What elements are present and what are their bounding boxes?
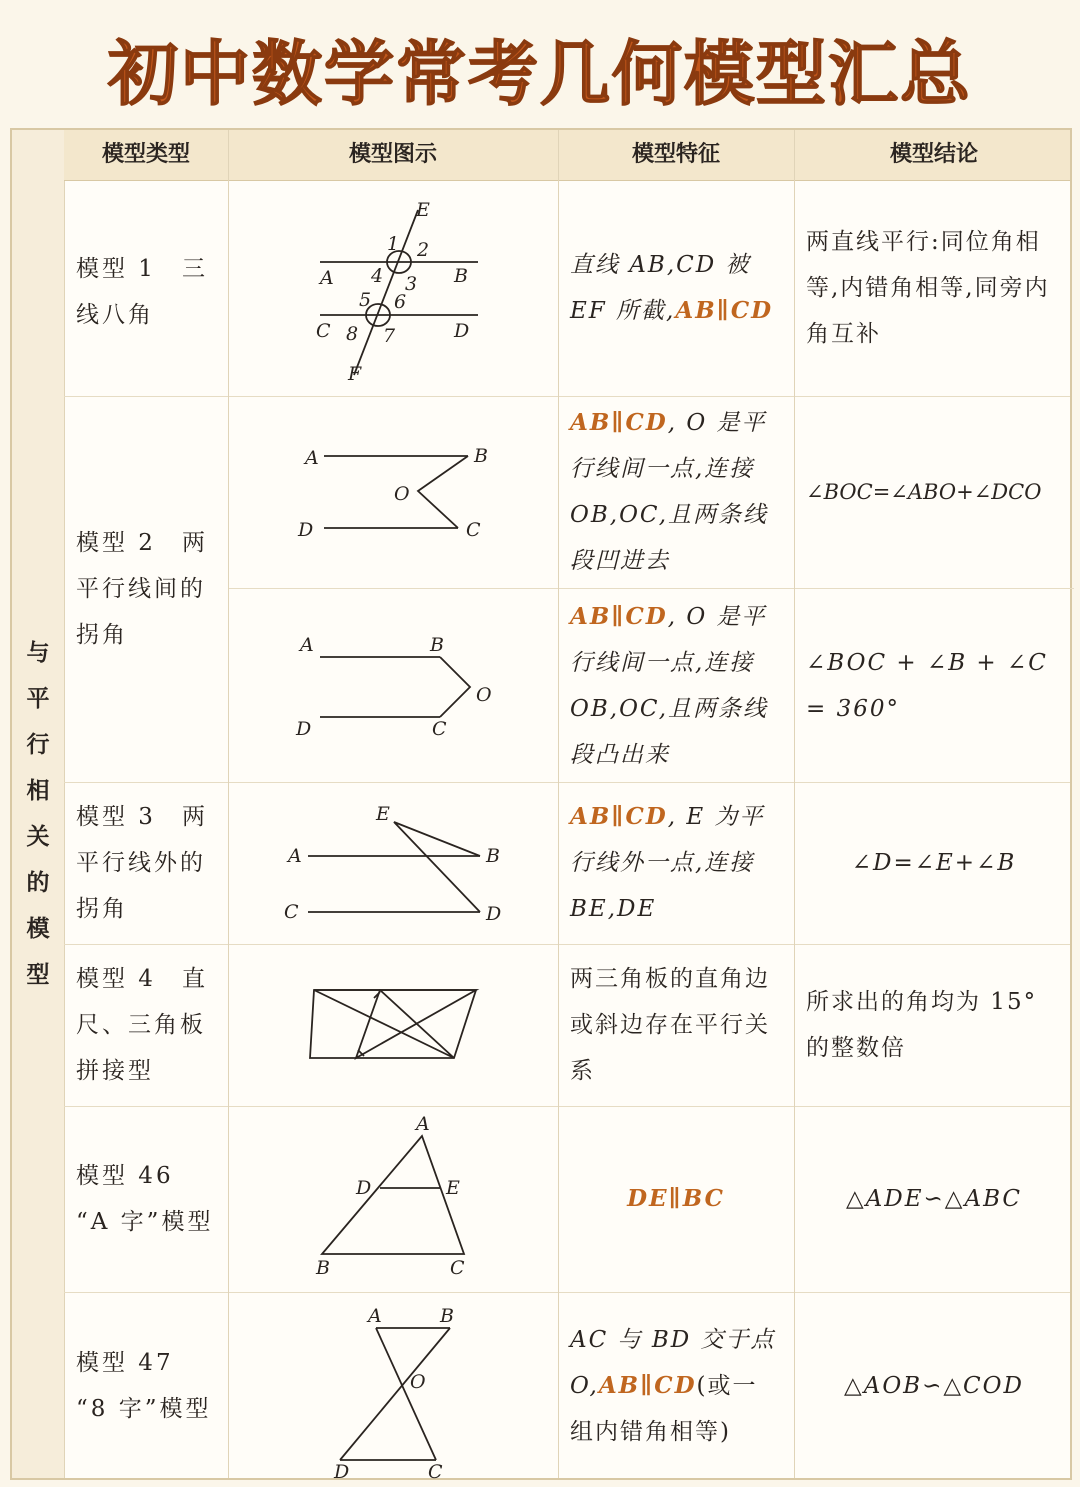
label-d: D xyxy=(486,903,502,925)
feature-text: , E 为平行线外一点,连接 BE,DE xyxy=(570,804,765,922)
side-char: 模 xyxy=(26,916,50,942)
label-a: A xyxy=(288,845,302,867)
label-o: O xyxy=(394,483,410,505)
model-type: 模型 1 三线八角 xyxy=(76,256,208,328)
model-table xyxy=(10,128,1072,1480)
line-bd xyxy=(340,1328,450,1460)
model-conclusion: △ADE∽△ABC xyxy=(845,1186,1023,1212)
label-7: 7 xyxy=(383,325,396,347)
label-8: 8 xyxy=(346,323,359,345)
model-feature: 两三角板的直角边或斜边存在平行关系 xyxy=(570,966,770,1084)
broken-line-boc xyxy=(418,456,468,528)
triangle-abc xyxy=(322,1136,464,1254)
feature-highlight: AB∥CD xyxy=(675,297,774,324)
feature-highlight: AB∥CD xyxy=(570,602,668,630)
label-c: C xyxy=(432,718,447,740)
label-c: C xyxy=(316,320,331,342)
label-d: D xyxy=(334,1461,350,1480)
label-o: O xyxy=(476,684,492,706)
label-b: B xyxy=(430,634,444,656)
broken-line-boc xyxy=(440,657,470,717)
model-feature xyxy=(558,1106,794,1292)
model-conclusion: 所求出的角均为 15°的整数倍 xyxy=(806,989,1038,1061)
model-conclusion: ∠D=∠E+∠B xyxy=(851,850,1017,876)
model-feature xyxy=(558,180,794,396)
figure-three-lines xyxy=(228,180,558,396)
label-b: B xyxy=(316,1257,330,1279)
side-char: 行 xyxy=(26,732,50,758)
label-c: C xyxy=(284,901,299,923)
label-b: B xyxy=(486,845,500,867)
label-a: A xyxy=(320,267,334,289)
side-category-label xyxy=(12,630,64,998)
feature-highlight: AB∥CD xyxy=(570,409,668,436)
feature-text: AC 与 BD 交于点 O, xyxy=(570,1327,776,1399)
label-d: D xyxy=(454,320,470,342)
table-header xyxy=(64,130,1070,181)
figure-concave xyxy=(228,396,558,589)
model-conclusion: ∠BOC=∠ABO+∠DCO xyxy=(794,396,1074,589)
table-row xyxy=(64,1106,1070,1293)
feature-highlight: AB∥CD xyxy=(570,803,668,830)
table-row xyxy=(64,396,1070,783)
figure-svg xyxy=(228,396,558,589)
label-b: B xyxy=(474,445,488,467)
model-feature xyxy=(558,782,794,944)
label-c: C xyxy=(450,1257,465,1279)
column-divider xyxy=(558,130,559,1478)
label-2: 2 xyxy=(417,239,430,261)
label-a: A xyxy=(368,1305,382,1327)
model-conclusion: 两直线平行:同位角相等,内错角相等,同旁内角互补 xyxy=(806,229,1050,347)
label-3: 3 xyxy=(405,273,418,295)
label-o: O xyxy=(410,1371,426,1393)
figure-convex xyxy=(228,589,558,782)
label-c: C xyxy=(466,519,481,541)
table-row xyxy=(64,180,1070,397)
triangle-one xyxy=(314,990,454,1058)
page-title: 初中数学常考几何模型汇总 xyxy=(108,33,972,115)
table-row xyxy=(64,782,1070,945)
label-c: C xyxy=(428,1461,443,1480)
label-b: B xyxy=(454,265,468,287)
label-d: D xyxy=(356,1177,372,1199)
feature-tail: (或一组内错角相等) xyxy=(570,1373,758,1445)
model-type: 模型 3 两平行线外的拐角 xyxy=(76,804,208,922)
feature-text: , O 是平行线间一点,连接 OB,OC,且两条线段凹进去 xyxy=(570,410,769,574)
label-a: A xyxy=(300,634,314,656)
side-char: 相 xyxy=(26,778,50,804)
header-type: 模型类型 xyxy=(101,142,190,167)
model-type: 模型 46 “A 字”模型 xyxy=(76,1163,214,1235)
side-char: 关 xyxy=(26,824,50,850)
figure-svg xyxy=(228,1106,558,1292)
figure-svg xyxy=(228,1292,558,1480)
table-row xyxy=(64,1292,1070,1480)
label-b: B xyxy=(440,1305,454,1327)
model-feature xyxy=(558,396,794,589)
table-row xyxy=(64,944,1070,1107)
side-char: 与 xyxy=(26,640,50,666)
label-1: 1 xyxy=(387,233,400,255)
figure-8-shape xyxy=(228,1292,558,1480)
label-e: E xyxy=(376,803,390,825)
side-category xyxy=(12,130,65,1478)
model-type: 模型 2 两平行线间的拐角 xyxy=(76,530,208,648)
label-a: A xyxy=(305,447,319,469)
label-d: D xyxy=(296,718,312,740)
label-e: E xyxy=(416,199,430,221)
label-e: E xyxy=(446,1177,460,1199)
label-6: 6 xyxy=(394,291,407,313)
label-f: F xyxy=(348,363,362,385)
header-conclusion: 模型结论 xyxy=(889,142,978,167)
column-divider xyxy=(794,130,795,1478)
feature-highlight: DE∥BC xyxy=(627,1185,725,1212)
figure-svg xyxy=(228,782,558,944)
column-divider xyxy=(228,130,229,1478)
model-type: 模型 4 直尺、三角板拼接型 xyxy=(76,966,208,1084)
figure-outside-angle xyxy=(228,782,558,944)
label-5: 5 xyxy=(359,289,372,311)
header-feature: 模型特征 xyxy=(631,142,720,167)
label-a: A xyxy=(416,1113,430,1135)
label-4: 4 xyxy=(371,265,384,287)
figure-svg xyxy=(228,589,558,782)
model-type: 模型 47 “8 字”模型 xyxy=(76,1350,212,1422)
model-feature xyxy=(558,1292,794,1480)
model-feature xyxy=(558,589,794,782)
figure-ruler-triangle xyxy=(228,944,558,1106)
line-ac xyxy=(376,1328,436,1460)
model-conclusion: △AOB∽△COD xyxy=(844,1373,1024,1399)
side-char: 平 xyxy=(26,686,50,712)
figure-svg xyxy=(228,180,558,396)
side-char: 的 xyxy=(26,870,50,896)
feature-text: 直线 AB,CD 被 EF 所截, xyxy=(570,252,751,324)
feature-text: , O 是平行线间一点,连接 OB,OC,且两条线段凸出来 xyxy=(570,603,769,768)
header-figure: 模型图示 xyxy=(348,142,437,167)
model-conclusion: ∠BOC + ∠B + ∠C = 360° xyxy=(806,649,1048,722)
figure-svg xyxy=(228,944,558,1106)
side-char: 型 xyxy=(26,962,50,988)
feature-highlight: AB∥CD xyxy=(598,1372,697,1399)
figure-a-shape xyxy=(228,1106,558,1292)
broken-line-bed xyxy=(394,822,480,912)
label-d: D xyxy=(298,519,314,541)
